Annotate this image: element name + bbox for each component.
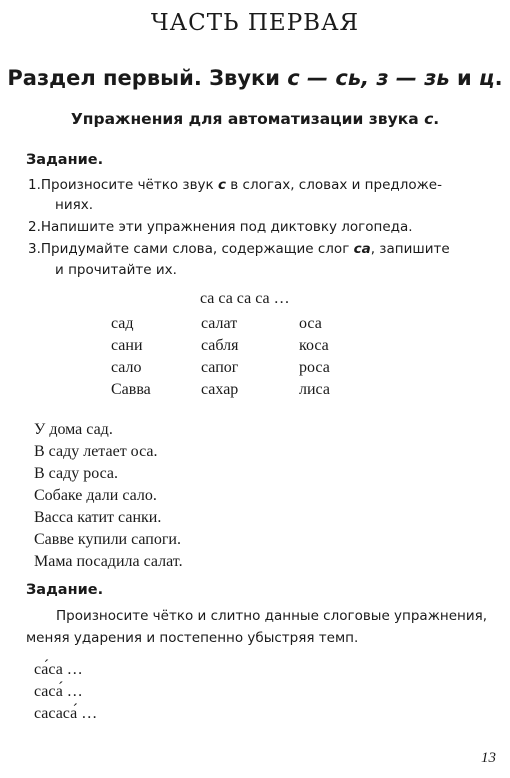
- sentence: Савве купили сапоги.: [34, 531, 181, 548]
- task-item-text: в слогах, словах и предложе-: [226, 177, 442, 193]
- task-item-number: 1.: [28, 177, 41, 193]
- part-title: ЧАСТЬ ПЕРВАЯ: [150, 10, 360, 36]
- task-item-text: Напишите эти упражнения под диктовку логопеда.: [40, 219, 413, 235]
- sentence: Собаке дали сало.: [34, 487, 157, 504]
- sentence: У дома сад.: [34, 421, 113, 438]
- sentence-list: [34, 419, 183, 573]
- exercise-title: [0, 110, 510, 128]
- sentence: В саду летает оса.: [34, 443, 158, 460]
- sentence: Мама посадила салат.: [34, 553, 183, 570]
- task-item-number: 3.: [28, 241, 41, 257]
- task-item-sound: с: [218, 177, 227, 193]
- task-item-syllable: са: [353, 241, 371, 257]
- task-heading: Задание.: [26, 152, 104, 168]
- stress-drill-list: [34, 659, 97, 725]
- page-number: 13: [481, 750, 496, 766]
- word: лиса: [299, 381, 330, 398]
- stress-drill: саса́ …: [34, 683, 83, 700]
- word: сад: [111, 315, 134, 332]
- word: коса: [299, 337, 329, 354]
- task-item-1: [28, 177, 442, 193]
- task-item-text: , запишите: [370, 241, 450, 257]
- task-item-text: Придумайте сами слова, содержащие слог: [40, 241, 354, 257]
- word: оса: [299, 315, 322, 332]
- task-item-3-continuation: и прочитайте их.: [55, 262, 177, 278]
- task-text: Произносите чётко и слитно данные слоговые упражнения,: [56, 608, 488, 624]
- word: салат: [201, 315, 238, 332]
- section-sounds: с — сь, з — зь: [287, 66, 450, 90]
- word-column-3: [299, 313, 330, 401]
- word: сапог: [201, 359, 239, 376]
- task-item-3: [28, 241, 450, 257]
- sentence: Васса катит санки.: [34, 509, 162, 526]
- word: сахар: [201, 381, 239, 398]
- exercise-title-end: .: [433, 110, 440, 128]
- stress-drill: сасаса́ …: [34, 705, 98, 722]
- word: сало: [111, 359, 142, 376]
- word-column-1: [111, 313, 151, 401]
- task-heading: Задание.: [26, 582, 104, 598]
- word: Савва: [111, 381, 151, 398]
- exercise-title-sound: с: [424, 110, 434, 128]
- section-title: [0, 66, 510, 90]
- section-title-text: Раздел первый. Звуки: [7, 66, 288, 90]
- word: роса: [299, 359, 330, 376]
- word: сабля: [201, 337, 239, 354]
- task-item-number: 2.: [28, 219, 41, 235]
- section-title-middle: и: [449, 66, 480, 90]
- exercise-title-text: Упражнения для автоматизации звука: [70, 110, 425, 128]
- task-item-1-continuation: ниях.: [55, 197, 94, 213]
- section-title-end: .: [494, 66, 503, 90]
- sentence: В саду роса.: [34, 465, 119, 482]
- task-item-2: [28, 219, 413, 235]
- syllable-row: са са са са …: [200, 290, 290, 307]
- task-text: меняя ударения и постепенно убыстряя темп.: [26, 630, 359, 646]
- task-item-text: Произносите чётко звук: [40, 177, 218, 193]
- stress-drill: са́са …: [34, 661, 83, 678]
- section-last-sound: ц: [479, 66, 495, 90]
- word-column-2: [201, 313, 238, 401]
- word: сани: [111, 337, 143, 354]
